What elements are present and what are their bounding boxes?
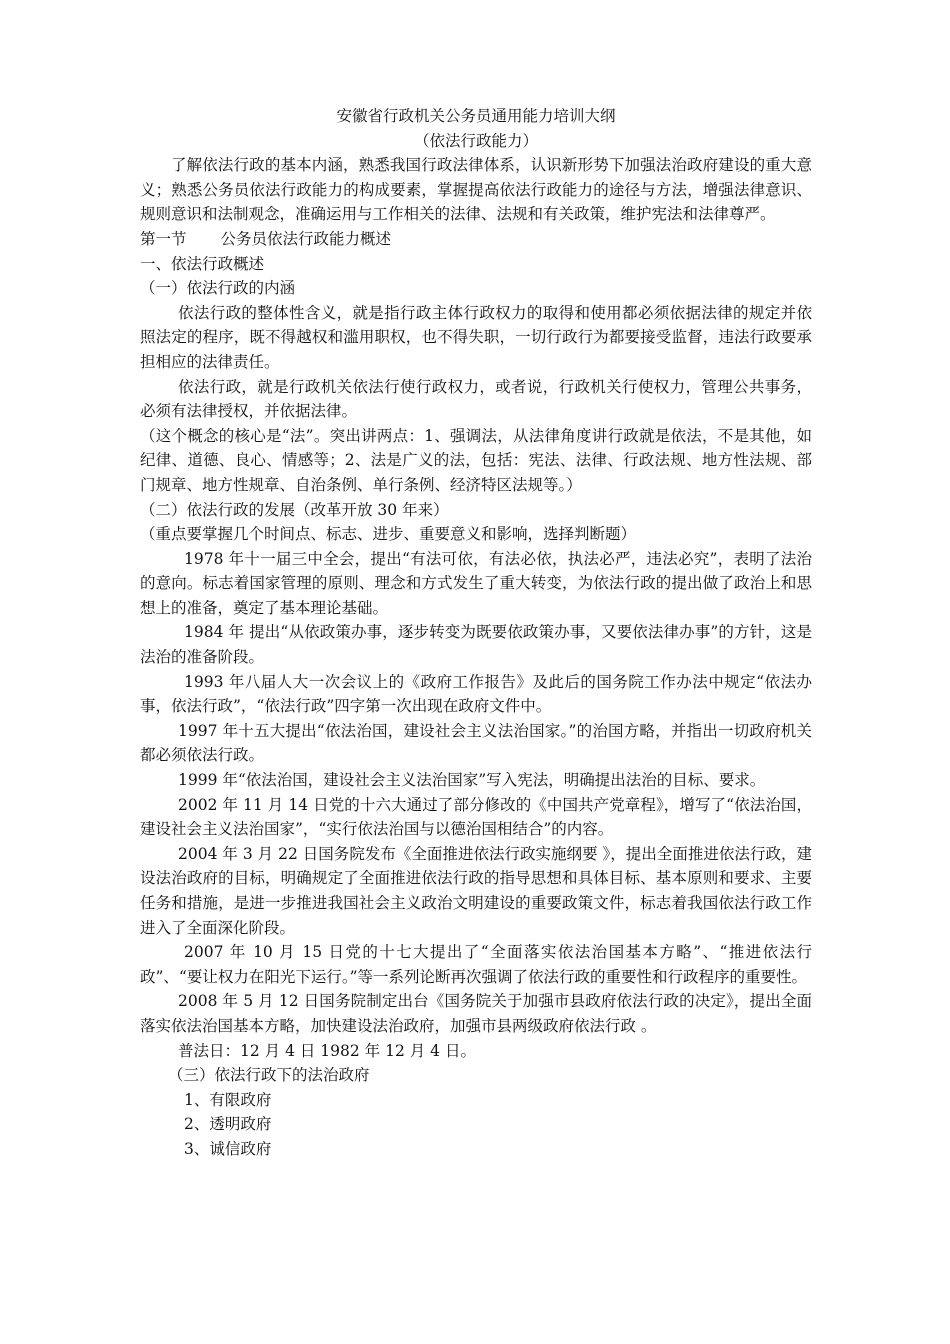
section-heading: [140, 227, 812, 252]
heading-1-1: （一）依法行政的内涵: [140, 279, 296, 298]
heading-1: 一、依法行政概述: [140, 254, 265, 273]
paragraph: 1999 年“依法治国，建设社会主义法治国家”写入宪法，明确提出法治的目标、要求。: [178, 771, 766, 790]
paragraph: 2007 年 10 月 15 日党的十七大提出了“全面落实依法治国基本方略”、“推进依法行政”、“要让权力在阳光下运行。”等一系列论断再次强调了依法行政的重要性和行政程序的重要性。: [140, 943, 812, 986]
paragraph: 2004 年 3 月 22 日国务院发布《全面推进依法行政实施纲要 》，提出全面推进依法行政，建设法治政府的目标，明确规定了全面推进依法行政的指导思想和具体目标、基本原则和要求、主要任务和措施，是进一步推进我国社会主义政治文明建设的重要政策文件，标志着我国依法行政工作进入了全面深化阶段。: [140, 844, 812, 937]
paragraph: （这个概念的核心是“法”。突出讲两点：1、强调法，从法律角度讲行政就是依法，不是其他，如纪律、道德、良心、情感等；2、法是广义的法，包括：宪法、法律、行政法规、地方性法规、部门规章、地方性规章、自治条例、单行条例、经济特区法规等。）: [140, 426, 812, 494]
paragraph: 依法行政的整体性含义，就是指行政主体行政权力的取得和使用都必须依据法律的规定并依照法定的程序，既不得越权和滥用职权，也不得失职，一切行政行为都要接受监督，违法行政要承担相应的法律责任。: [140, 303, 812, 371]
list-item: 2、透明政府: [184, 1115, 272, 1134]
heading-1-2: （二）依法行政的发展（改革开放 30 年来）: [140, 500, 449, 519]
paragraph: 2002 年 11 月 14 日党的十六大通过了部分修改的《中国共产党章程》，增写了“依法治国，建设社会主义法治国家”，“实行依法治国与以德治国相结合”的内容。: [140, 795, 812, 839]
paragraph: 1993 年八届人大一次会议上的《政府工作报告》及此后的国务院工作办法中规定“依法办事，依法行政”，“依法行政”四字第一次出现在政府文件中。: [140, 672, 812, 716]
section-title: 公务员依法行政能力概述: [220, 229, 392, 248]
note: （重点要掌握几个时间点、标志、进步、重要意义和影响，选择判断题）: [140, 525, 637, 544]
paragraph: 1978 年十一届三中全会，提出“有法可依，有法必依，执法必严，违法必究”，表明了法治的意向。标志着国家管理的原则、理念和方式发生了重大转变，为依法行政的提出做了政治上和思想上的准备，奠定了基本理论基础。: [140, 549, 812, 617]
intro-paragraph: 了解依法行政的基本内涵，熟悉我国行政法律体系，认识新形势下加强法治政府建设的重大意义；熟悉公务员依法行政能力的构成要素，掌握提高依法行政能力的途径与方法，增强法律意识、规则意识和法制观念，准确运用与工作相关的法律、法规和有关政策，维护宪法和法律尊严。: [140, 156, 812, 224]
list-item: 1、有限政府: [184, 1090, 272, 1109]
heading-1-3: （三）依法行政下的法治政府: [168, 1066, 370, 1085]
paragraph: 1984 年 提出“从依政策办事，逐步转变为既要依政策办事，又要依法律办事”的方针，这是法治的准备阶段。: [140, 623, 812, 667]
document-page: [140, 104, 812, 1162]
document-title: 安徽省行政机关公务员通用能力培训大纲: [336, 107, 616, 125]
paragraph: 普法日：12 月 4 日 1982 年 12 月 4 日。: [178, 1041, 476, 1060]
list-item: 3、诚信政府: [184, 1139, 272, 1158]
document-subtitle: （依法行政能力）: [413, 131, 538, 150]
paragraph: 2008 年 5 月 12 日国务院制定出台《国务院关于加强市县政府依法行政的决定》，提出全面落实依法治国基本方略，加快建设法治政府，加强市县两级政府依法行政 。: [140, 992, 812, 1035]
paragraph: 1997 年十五大提出“依法治国，建设社会主义法治国家。”的治国方略，并指出一切政府机关都必须依法行政。: [140, 721, 812, 765]
section-label: 第一节: [140, 229, 187, 248]
paragraph: 依法行政，就是行政机关依法行使行政权力，或者说，行政机关行使权力，管理公共事务，必须有法律授权，并依据法律。: [140, 377, 812, 421]
